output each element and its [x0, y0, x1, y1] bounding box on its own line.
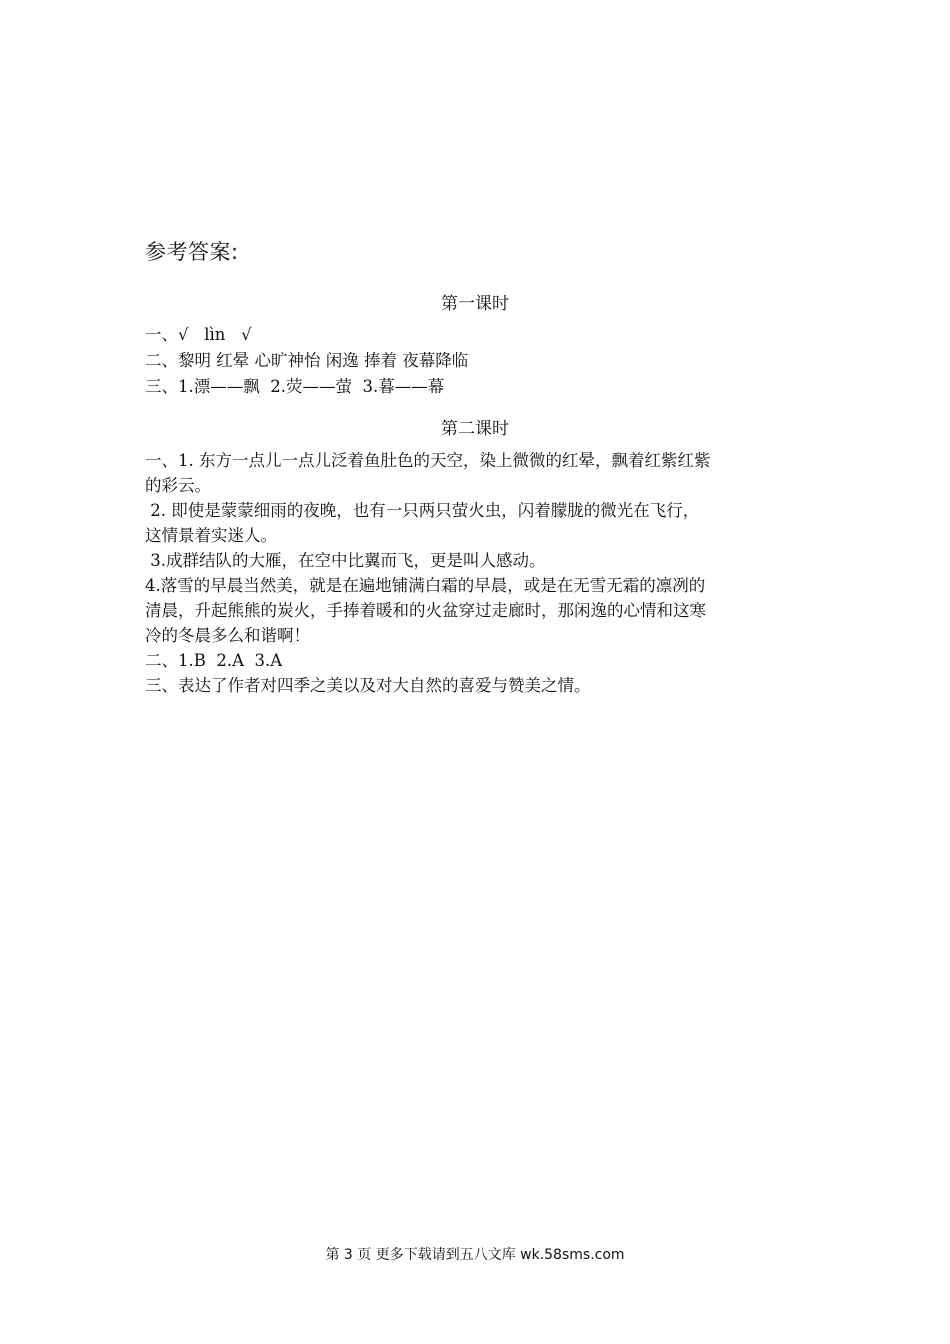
lesson-2-line-6: 4.落雪的早晨当然美，就是在遍地铺满白霜的早晨，或是在无雪无霜的凛冽的	[145, 576, 706, 595]
lesson-2-line-5: 3.成群结队的大雁，在空中比翼而飞，更是叫人感动。	[145, 551, 546, 570]
answer-heading: 参考答案:	[145, 240, 239, 264]
page-footer: 第 3 页 更多下载请到五八文库 wk.58sms.com	[325, 1247, 625, 1263]
lesson-1-answer-3: 三、1.漂——飘 2.荧——萤 3.暮——幕	[145, 377, 445, 396]
section-title-lesson-2: 第二课时	[441, 419, 509, 439]
lesson-2-line-10: 三、表达了作者对四季之美以及对大自然的喜爱与赞美之情。	[145, 676, 591, 695]
lesson-2-line-3: 2. 即使是蒙蒙细雨的夜晚，也有一只两只萤火虫，闪着朦胧的微光在飞行，	[145, 501, 700, 520]
lesson-1-answer-2: 二、黎明 红晕 心旷神怡 闲逸 捧着 夜幕降临	[145, 351, 469, 370]
lesson-2-line-1: 一、1. 东方一点儿一点儿泛着鱼肚色的天空，染上微微的红晕，飘着红紫红紫	[145, 451, 711, 470]
lesson-1-answer-1: 一、√ lìn √	[145, 325, 252, 344]
section-title-lesson-1: 第一课时	[441, 294, 509, 314]
lesson-2-line-7: 清晨，升起熊熊的炭火，手捧着暖和的火盆穿过走廊时，那闲逸的心情和这寒	[145, 601, 706, 620]
lesson-2-line-8: 冷的冬晨多么和谐啊！	[145, 626, 310, 645]
lesson-2-line-9: 二、1.B 2.A 3.A	[145, 651, 283, 670]
lesson-2-line-4: 这情景着实迷人。	[145, 526, 277, 545]
lesson-2-line-2: 的彩云。	[145, 476, 211, 495]
